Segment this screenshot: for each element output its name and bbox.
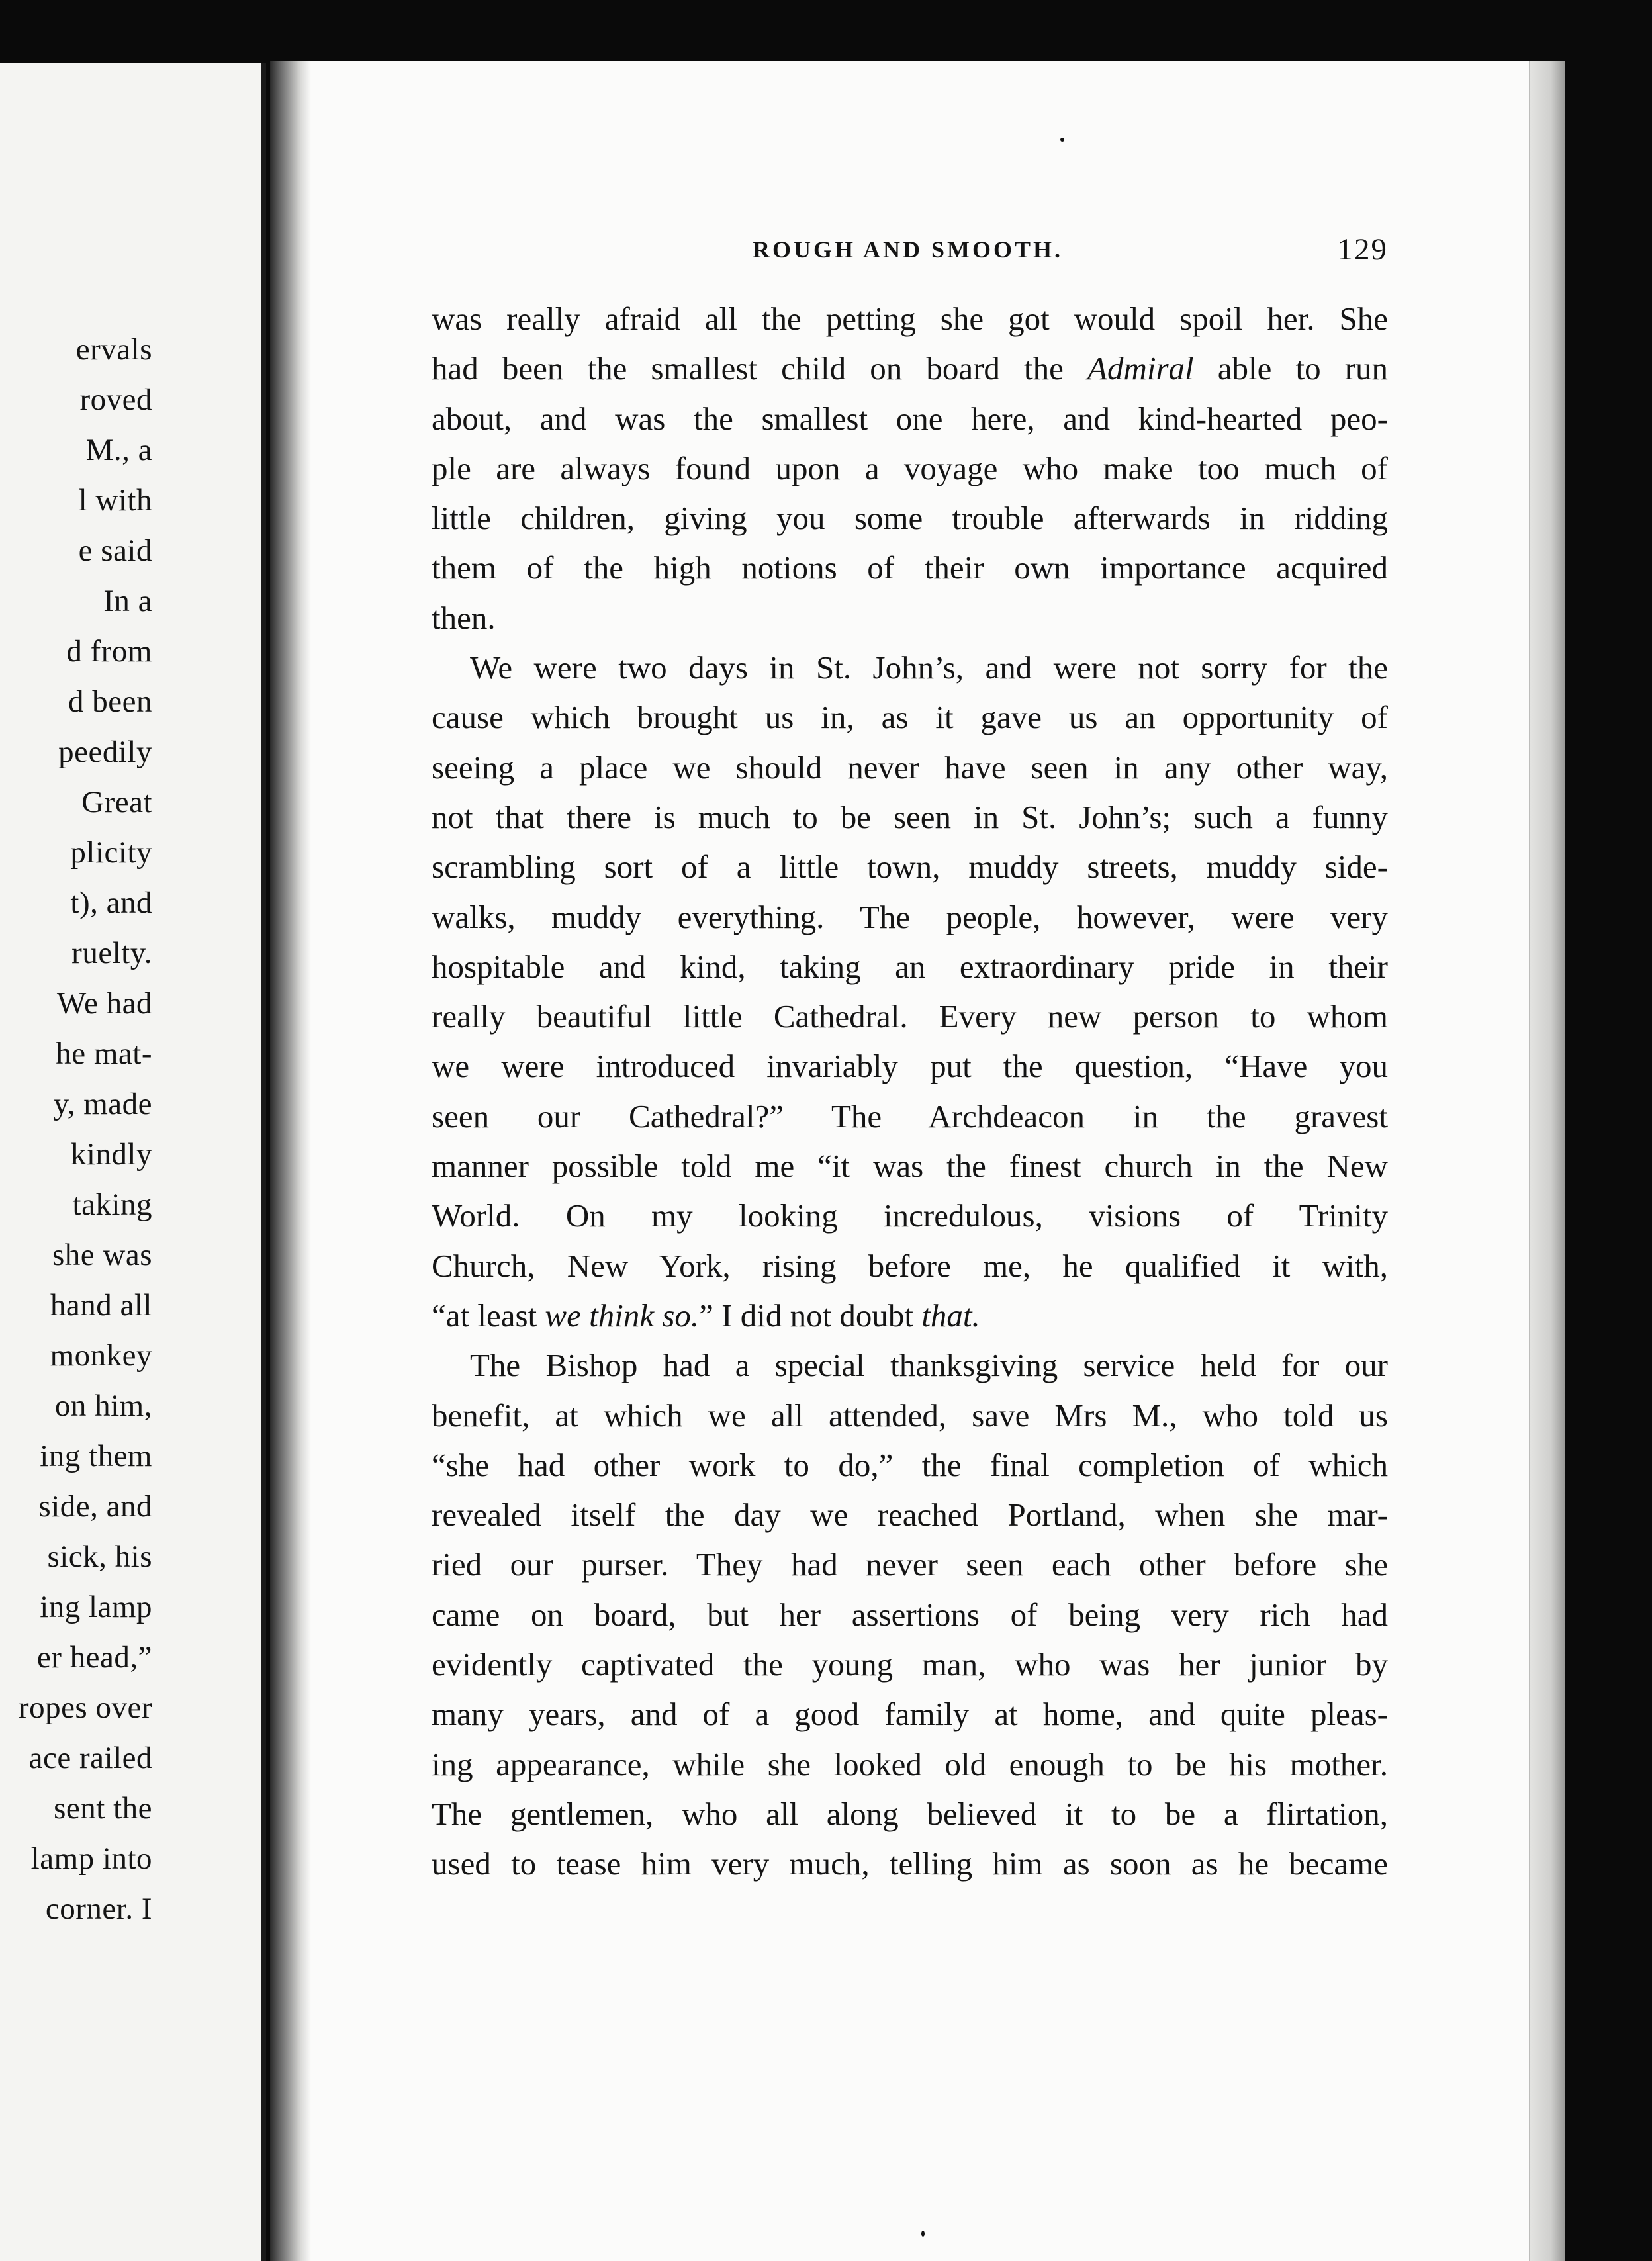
text-segment: able to run [1217,350,1388,387]
previous-page-line: d from [66,634,152,669]
italic-phrase: we think so. [545,1297,700,1334]
previous-page-line: taking [72,1187,152,1222]
page-edge [1529,61,1565,2261]
text-line: came on board, but her assertions of being very rich had [432,1596,1388,1633]
previous-page-line: she was [52,1238,152,1272]
text-line: evidently captivated the young man, who was her junior by [432,1646,1388,1683]
text-segment: “at least [432,1297,537,1334]
text-line: hospitable and kind, taking an extraordinary pride in their [432,948,1388,985]
text-segment: ” I did not doubt [699,1297,914,1334]
text-line: about, and was the smallest one here, and kind-hearted peo- [432,400,1388,437]
text-line: we were introduced invariably put the question, “Have you [432,1048,1388,1085]
previous-page-line: ruelty. [71,936,152,970]
text-line: revealed itself the day we reached Portland, when she mar- [432,1497,1388,1534]
previous-page-fragment [0,63,266,2261]
previous-page-line: hand all [50,1288,152,1322]
text-line: manner possible told me “it was the finest church in the New [432,1148,1388,1185]
text-line: ried our purser. They had never seen each other before she [432,1546,1388,1583]
text-line: The Bishop had a special thanksgiving service held for our [470,1347,1388,1384]
previous-page-line: Great [81,785,152,819]
previous-page-line: he mat- [56,1037,152,1071]
text-line: not that there is much to be seen in St. John’s; such a funny [432,798,1388,835]
previous-page-line: ervals [75,332,152,367]
text-line: cause which brought us in, as it gave us an opportunity of [432,699,1388,736]
previous-page-line: sick, his [47,1540,152,1574]
previous-page-text [0,324,152,1934]
current-page [270,61,1565,2261]
previous-page-line: kindly [70,1137,152,1172]
page-number: 129 [1337,232,1388,267]
previous-page-line: monkey [50,1338,152,1373]
text-line: ple are always found upon a voyage who make too much of [432,449,1388,486]
text-line: little children, giving you some trouble afterwards in ridding [432,500,1388,537]
text-line: benefit, at which we all attended, save Mrs M., who told us [432,1397,1388,1434]
text-line: many years, and of a good family at home, and quite pleas- [432,1696,1388,1733]
previous-page-line: er head,” [36,1640,152,1675]
text-segment: had been the smallest child on board the [432,350,1064,387]
text-line: used to tease him very much, telling him as soon as he became [432,1845,1388,1882]
text-line: them of the high notions of their own importance acquired [432,549,1388,586]
text-line: Church, New York, rising before me, he qualified it with, [432,1247,1388,1284]
text-line: was really afraid all the petting she got would spoil her. She [432,300,1388,337]
previous-page-line: ing lamp [40,1590,152,1624]
previous-page-line: peedily [58,735,152,769]
previous-page-line: ing them [40,1439,152,1473]
text-line: “she had other work to do,” the final completion of which [432,1446,1388,1483]
previous-page-line: M., a [85,433,152,467]
previous-page-line: t), and [70,886,152,920]
previous-page-line: In a [103,584,152,618]
previous-page-line: lamp into [30,1841,152,1876]
scan-speck [921,2231,925,2237]
previous-page-line: d been [68,684,152,719]
text-line: ing appearance, while she looked old enough to be his mother. [432,1745,1388,1782]
scan-speck [1060,138,1064,142]
previous-page-line: ropes over [18,1690,152,1725]
text-line: We were two days in St. John’s, and were not sorry for the [470,649,1388,686]
text-line [432,344,1388,393]
italic-ship-name: Admiral [1087,350,1194,387]
running-title: ROUGH AND SMOOTH. [753,236,1064,263]
text-line: really beautiful little Cathedral. Every new person to whom [432,998,1388,1035]
spine-shadow [270,61,311,2261]
text-line: walks, muddy everything. The people, however, were very [432,898,1388,935]
text-line [432,1291,1388,1340]
previous-page-line: roved [79,383,152,417]
italic-word: that. [921,1297,980,1334]
text-line: The gentlemen, who all along believed it to be a flirtation, [432,1795,1388,1832]
previous-page-line: on him, [54,1389,152,1423]
previous-page-line: side, and [38,1489,152,1524]
text-line: seeing a place we should never have seen in any other way, [432,749,1388,786]
previous-page-line: y, made [53,1087,152,1121]
previous-page-line: e said [78,533,152,568]
body-text [432,294,1388,1889]
running-head [432,226,1388,273]
previous-page-line: sent the [54,1791,152,1825]
text-line: scrambling sort of a little town, muddy streets, muddy side- [432,849,1388,886]
previous-page-line: corner. I [45,1892,152,1926]
text-line: then. [432,599,496,636]
previous-page-line: We had [56,986,152,1021]
page-gutter [261,63,266,2261]
text-line: World. On my looking incredulous, visions of Trinity [432,1197,1388,1234]
previous-page-line: l with [78,483,152,518]
text-line: seen our Cathedral?” The Archdeacon in the gravest [432,1097,1388,1134]
previous-page-line: plicity [70,835,152,870]
previous-page-line: ace railed [28,1741,152,1775]
